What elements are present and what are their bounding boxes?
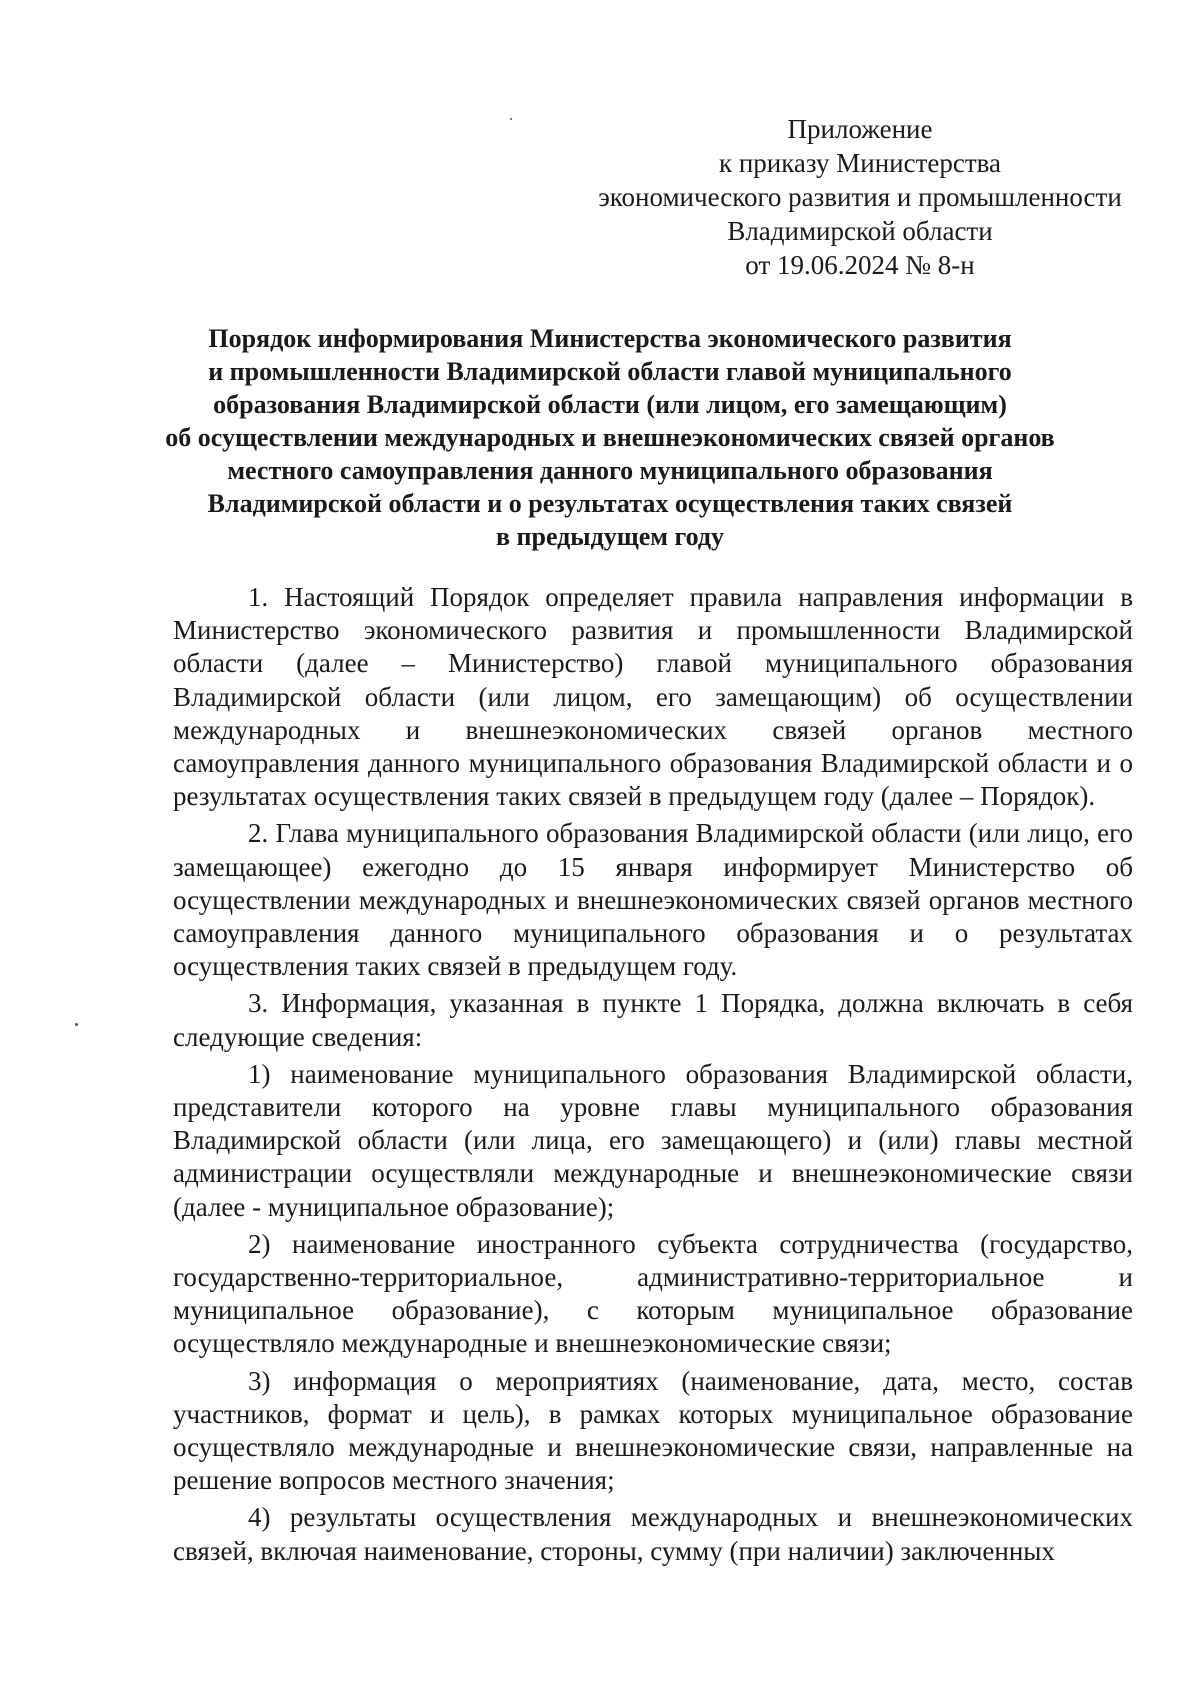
document-title bbox=[150, 322, 1070, 553]
document-body bbox=[173, 581, 1133, 1568]
list-item-1: 1) наименование муниципального образования Владимирской области, представители которого на уровне главы муниципального образования Владимирской области (или лица, его замещающего) и (или) главы местной администрации осуществляли международные и внешнеэкономические связи (далее - муниципальное образование); bbox=[173, 1058, 1133, 1222]
paragraph-2: 2. Глава муниципального образования Владимирской области (или лицо, его замещающее) ежегодно до 15 января информирует Министерство об осуществлении международных и внешнеэкономических связей органов местного самоуправления данного муниципального образования и о результатах осуществления таких связей в предыдущем году. bbox=[173, 818, 1133, 982]
title-line: образования Владимирской области (или лицом, его замещающим) bbox=[213, 390, 1007, 419]
appendix-date-number: от 19.06.2024 № 8-н bbox=[745, 250, 975, 280]
paragraph-3: 3. Информация, указанная в пункте 1 Порядка, должна включать в себя следующие сведения: bbox=[173, 988, 1133, 1052]
appendix-ministry-name: экономического развития и промышленности bbox=[598, 182, 1122, 212]
title-line: в предыдущем году bbox=[495, 522, 725, 551]
scan-speck bbox=[75, 1023, 78, 1026]
title-line: об осуществлении международных и внешнеэкономических связей органов bbox=[165, 423, 1055, 452]
paragraph-1: 1. Настоящий Порядок определяет правила направления информации в Министерство экономического развития и промышленности Владимирской области (далее – Министерство) главой муниципального образования Владимирской области (или лицом, его замещающим) об осуществлении международных и внешнеэкономических связей органов местного самоуправления данного муниципального образования Владимирской области и о результатах осуществления таких связей в предыдущем году (далее – Порядок). bbox=[173, 582, 1133, 812]
scan-speck bbox=[510, 118, 512, 120]
list-item-3: 3) информация о мероприятиях (наименование, дата, место, состав участников, формат и цель), в рамках которых муниципальное образование осуществляло международные и внешнеэкономические связи, направленные на решение вопросов местного значения; bbox=[173, 1365, 1133, 1496]
list-item-4: 4) результаты осуществления международных и внешнеэкономических связей, включая наименование, стороны, сумму (при наличии) заключенных bbox=[173, 1502, 1133, 1566]
title-line: Порядок информирования Министерства экономического развития bbox=[208, 324, 1012, 353]
appendix-region: Владимирской области bbox=[727, 216, 993, 246]
appendix-order-ref: к приказу Министерства bbox=[718, 148, 1002, 178]
title-line: и промышленности Владимирской области главой муниципального bbox=[208, 357, 1012, 386]
appendix-header bbox=[590, 112, 1130, 282]
title-line: Владимирской области и о результатах осуществления таких связей bbox=[207, 489, 1013, 518]
appendix-label: Приложение bbox=[787, 114, 933, 144]
list-item-2: 2) наименование иностранного субъекта сотрудничества (государство, государственно-территориальное, административно-территориальное и муниципальное образование), с которым муниципальное образование осуществляло международные и внешнеэкономические связи; bbox=[173, 1228, 1133, 1359]
title-line: местного самоуправления данного муниципального образования bbox=[227, 456, 993, 485]
